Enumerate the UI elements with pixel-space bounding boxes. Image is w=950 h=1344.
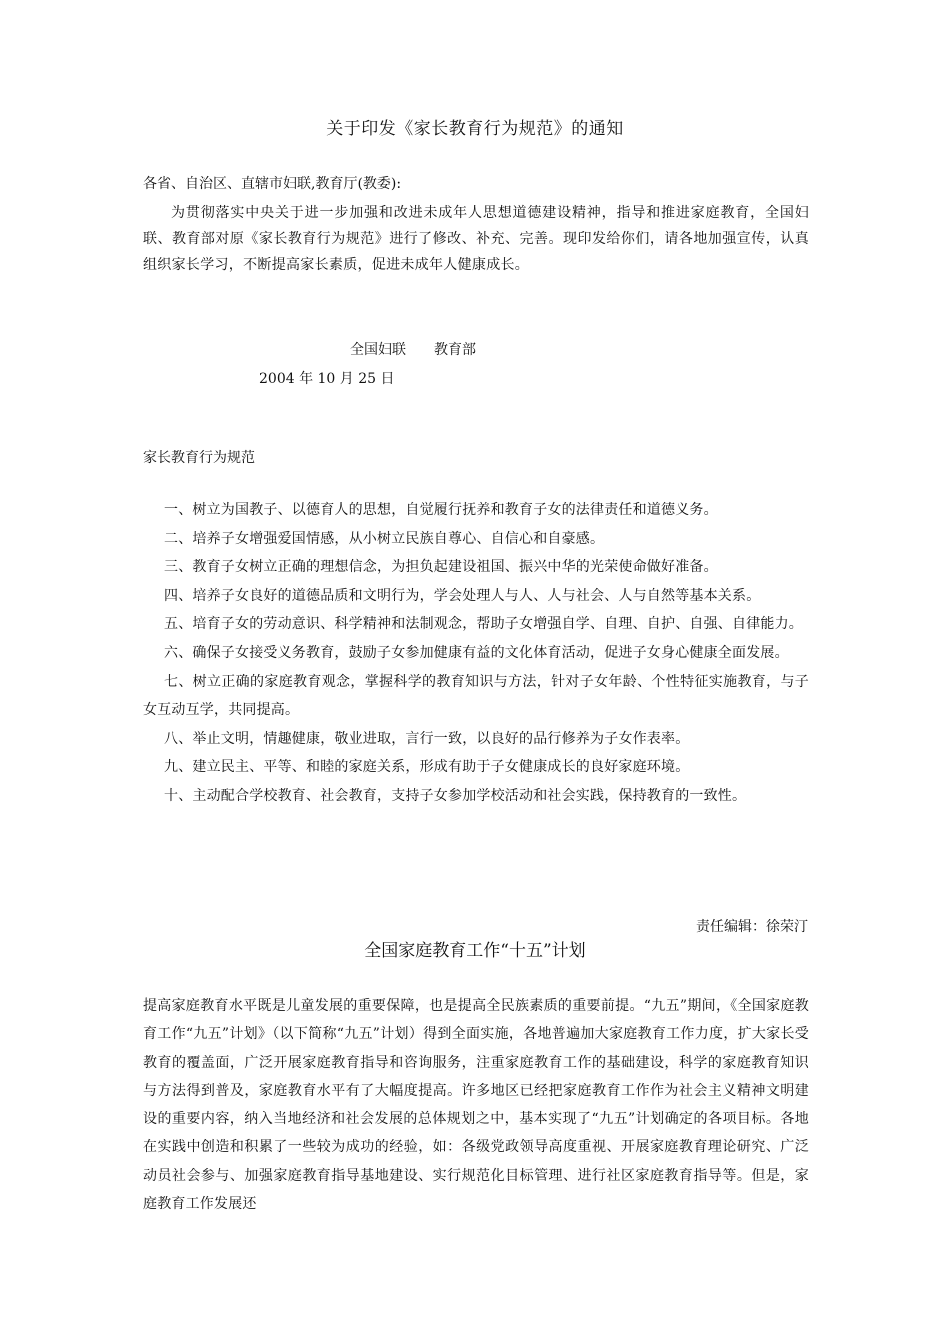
notice-body — [143, 200, 809, 278]
notice-body-paragraph: 为贯彻落实中央关于进一步加强和改进未成年人思想道德建设精神，指导和推进家庭教育，全国妇联、教育部对原《家长教育行为规范》进行了修改、补充、完善。现印发给你们，请各地加强宣传，认真组织家长学习，不断提高家长素质，促进未成年人健康成长。 — [143, 205, 809, 273]
norm-item: 九、建立民主、平等、和睦的家庭关系，形成有助于子女健康成长的良好家庭环境。 — [164, 759, 690, 776]
norm-item: 三、教育子女树立正确的理想信念，为担负起建设祖国、振兴中华的光荣使命做好准备。 — [164, 559, 718, 576]
norm-item: 七、树立正确的家庭教育观念，掌握科学的教育知识与方法，针对子女年龄、个性特征实施教育，与子女互动互学，共同提高。 — [143, 673, 809, 719]
norms-list — [143, 496, 809, 811]
norm-item: 五、培育子女的劳动意识、科学精神和法制观念，帮助子女增强自学、自理、自护、自强、自律能力。 — [164, 616, 803, 633]
signature-date: 2004 年 10 月 25 日 — [259, 371, 395, 387]
norm-item: 四、培养子女良好的道德品质和文明行为，学会处理人与人、人与社会、人与自然等基本关系。 — [164, 587, 761, 604]
plan-body — [143, 992, 809, 1218]
notice-title: 关于印发《家长教育行为规范》的通知 — [326, 119, 624, 139]
plan-body-paragraph: 提高家庭教育水平既是儿童发展的重要保障，也是提高全民族素质的重要前提。“九五”期间，《全国家庭教育工作“九五”计划》（以下简称“九五”计划）得到全面实施，各地普遍加大家庭教育工作力度，扩大家长受教育的覆盖面，广泛开展家庭教育指导和咨询服务，注重家庭教育工作的基础建设，科学的家庭教育知识与方法得到普及，家庭教育水平有了大幅度提高。许多地区已经把家庭教育工作作为社会主义精神文明建设的重要内容，纳入当地经济和社会发展的总体规划之中，基本实现了“九五”计划确定的各项目标。各地在实践中创造和积累了一些较为成功的经验，如：各级党政领导高度重视、开展家庭教育理论研究、广泛动员社会参与、加强家庭教育指导基地建设、实行规范化目标管理、进行社区家庭教育指导等。但是，家庭教育工作发展还 — [143, 998, 809, 1213]
responsible-editor: 责任编辑：徐荣汀 — [696, 919, 808, 935]
norm-item: 八、举止文明，情趣健康，敬业进取，言行一致，以良好的品行修养为子女作表率。 — [164, 730, 690, 747]
notice-salutation: 各省、自治区、直辖市妇联,教育厅(教委): — [143, 176, 402, 192]
plan-title: 全国家庭教育工作“十五”计划 — [364, 941, 586, 961]
norm-item: 六、确保子女接受义务教育，鼓励子女参加健康有益的文化体育活动，促进子女身心健康全面发展。 — [164, 644, 789, 661]
signature-organizations: 全国妇联 教育部 — [350, 342, 476, 358]
norm-item: 十、主动配合学校教育、社会教育，支持子女参加学校活动和社会实践，保持教育的一致性。 — [164, 787, 747, 804]
norms-heading: 家长教育行为规范 — [143, 450, 255, 466]
norm-item: 二、培养子女增强爱国情感，从小树立民族自尊心、自信心和自豪感。 — [164, 530, 605, 547]
norm-item: 一、树立为国教子、以德育人的思想，自觉履行抚养和教育子女的法律责任和道德义务。 — [164, 502, 718, 518]
